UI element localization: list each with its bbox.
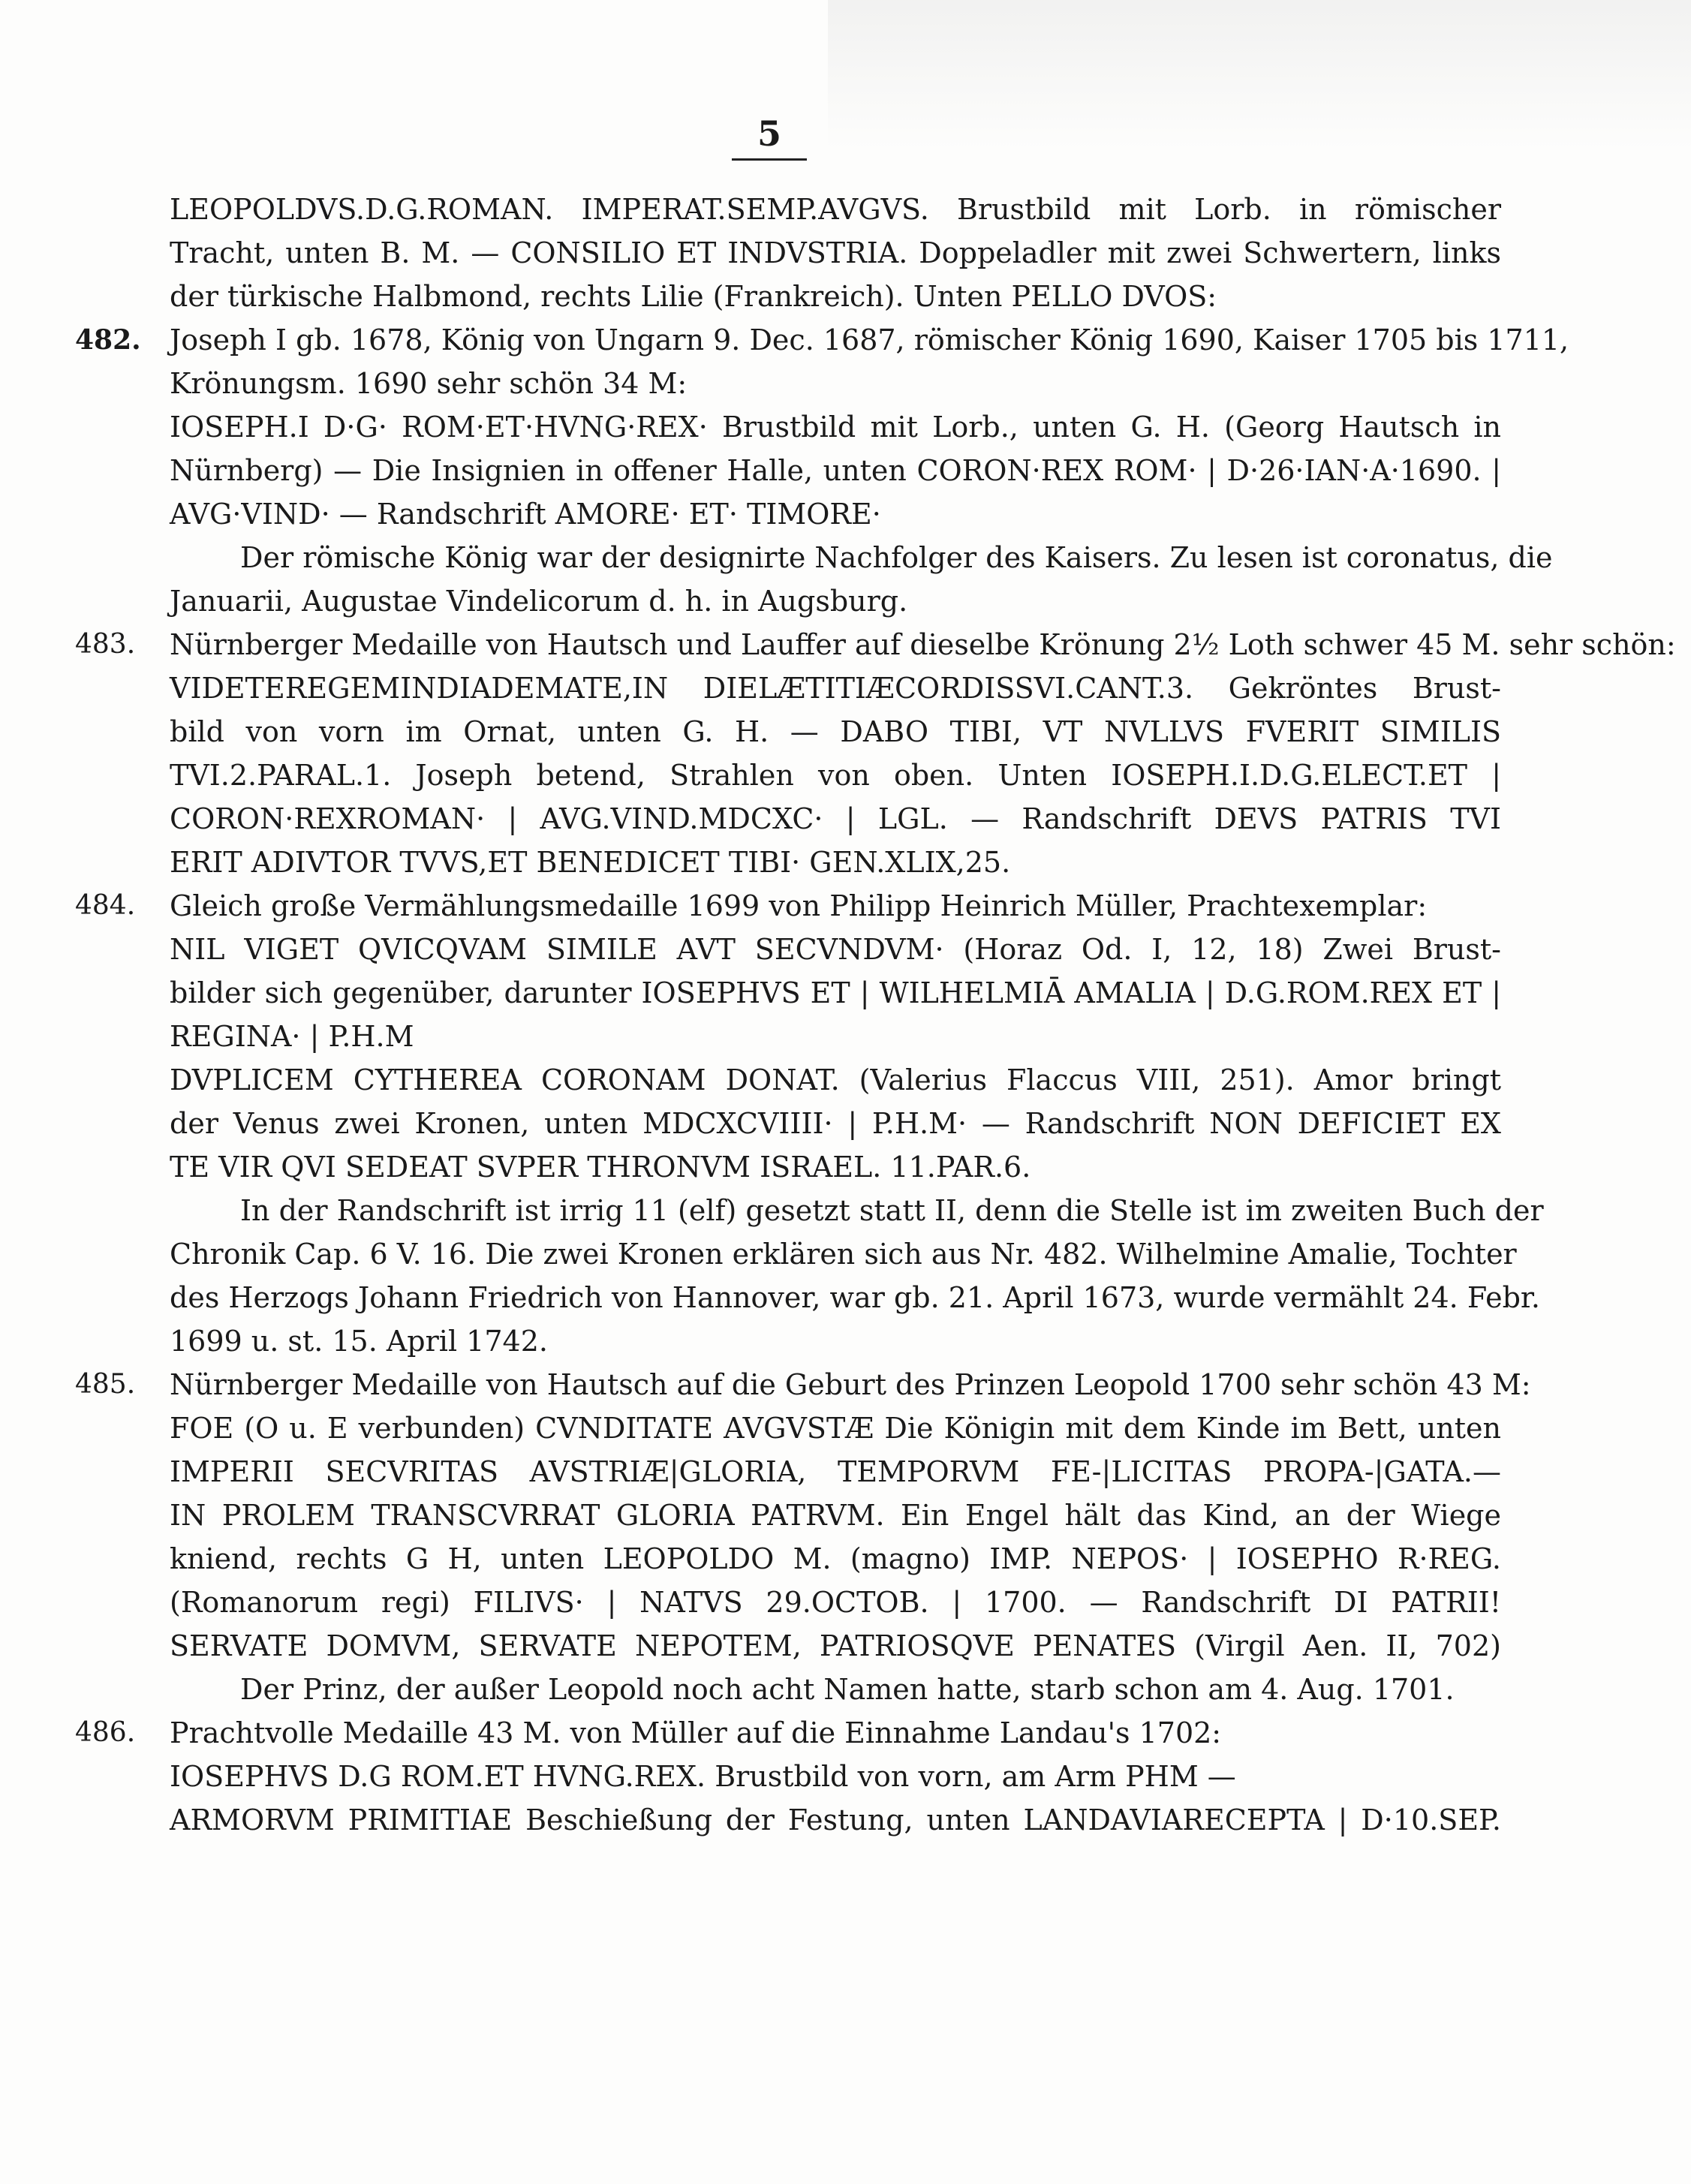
- text-line: [75, 710, 1501, 754]
- text-line: [75, 231, 1501, 275]
- text-line: [75, 841, 1501, 884]
- text-line: [75, 1058, 1501, 1102]
- text-line: [75, 884, 1501, 928]
- text-line: [75, 1189, 1544, 1232]
- line-text: Joseph I gb. 1678, König von Ungarn 9. Dec. 1687, römischer König 1690, Kaiser 1705 bis 1711,: [170, 323, 1569, 356]
- text-line: [75, 492, 1501, 536]
- text-line: [75, 1624, 1501, 1668]
- catalog-text: [75, 188, 1676, 1842]
- text-line: [75, 1406, 1501, 1450]
- line-text: Januarii, Augustae Vindelicorum d. h. in Augsburg.: [170, 585, 908, 618]
- line-text: TE VIR QVI SEDEAT SVPER THRONVM ISRAEL. 11.PAR.6.: [170, 1151, 1031, 1184]
- entry-number: 484.: [75, 890, 136, 921]
- text-line: [75, 1450, 1501, 1494]
- line-text: FOE (O u. E verbunden) CVNDITATE AVGVSTÆ Die Königin mit dem Kinde im Bett, unten: [170, 1412, 1501, 1445]
- text-line: [75, 275, 1501, 318]
- text-line: [75, 797, 1501, 841]
- line-text: NIL VIGET QVICQVAM SIMILE AVT SECVNDVM· (Horaz Od. I, 12, 18) Zwei Brust-: [170, 933, 1501, 966]
- text-line: [75, 1711, 1501, 1755]
- text-line: [75, 666, 1501, 710]
- line-text: Der römische König war der designirte Nachfolger des Kaisers. Zu lesen ist coronatus, die: [240, 541, 1553, 574]
- line-text: des Herzogs Johann Friedrich von Hannover, war gb. 21. April 1673, wurde vermählt 24. Febr.: [170, 1281, 1540, 1314]
- text-line: [75, 754, 1501, 797]
- line-text: Prachtvolle Medaille 43 M. von Müller auf die Einnahme Landau's 1702:: [170, 1716, 1222, 1749]
- line-text: Krönungsm. 1690 sehr schön 34 M:: [170, 367, 688, 400]
- entry-number: 485.: [75, 1369, 136, 1400]
- text-line: [75, 1494, 1501, 1537]
- text-line: [75, 1319, 1501, 1363]
- text-line: [75, 1145, 1501, 1189]
- entry-number: 483.: [75, 629, 136, 660]
- text-line: [75, 1276, 1540, 1319]
- line-text: Nürnberg) — Die Insignien in offener Halle, unten CORON·REX ROM· | D·26·IAN·A·1690. |: [170, 454, 1501, 487]
- line-text: DVPLICEM CYTHEREA CORONAM DONAT. (Valerius Flaccus VIII, 251). Amor bringt: [170, 1063, 1501, 1097]
- paper-stain: [828, 0, 1691, 150]
- text-line: [75, 405, 1501, 449]
- text-line: [75, 579, 1501, 623]
- line-text: der Venus zwei Kronen, unten MDCXCVIIII· | P.H.M· — Randschrift NON DEFICIET EX: [170, 1107, 1501, 1140]
- text-line: [75, 1755, 1501, 1798]
- text-line: [75, 928, 1501, 971]
- text-line: [75, 1363, 1531, 1406]
- text-line: [75, 536, 1553, 579]
- line-text: IOSEPHVS D.G ROM.ET HVNG.REX. Brustbild von vorn, am Arm PHM —: [170, 1760, 1236, 1793]
- line-text: (Romanorum regi) FILIVS· | NATVS 29.OCTOB. | 1700. — Randschrift DI PATRII!: [170, 1586, 1501, 1619]
- line-text: SERVATE DOMVM, SERVATE NEPOTEM, PATRIOSQVE PENATES (Virgil Aen. II, 702): [170, 1629, 1501, 1662]
- text-line: [75, 1102, 1501, 1145]
- line-text: AVG·VIND· — Randschrift AMORE· ET· TIMORE·: [170, 498, 881, 531]
- line-text: Nürnberger Medaille von Hautsch und Lauffer auf dieselbe Krönung 2½ Loth schwer 45 M. sehr schön:: [170, 628, 1676, 661]
- line-text: bild von vorn im Ornat, unten G. H. — DABO TIBI, VT NVLLVS FVERIT SIMILIS: [170, 715, 1501, 748]
- page-number-rule: [732, 158, 807, 161]
- line-text: bilder sich gegenüber, darunter IOSEPHVS ET | WILHELMIĀ AMALIA | D.G.ROM.REX ET |: [170, 976, 1501, 1009]
- text-line: [75, 362, 1501, 405]
- line-text: ARMORVM PRIMITIAE Beschießung der Festung, unten LANDAVIARECEPTA | D·10.SEP.: [170, 1803, 1501, 1837]
- line-text: kniend, rechts G H, unten LEOPOLDO M. (magno) IMP. NEPOS· | IOSEPHO R·REG.: [170, 1542, 1501, 1575]
- text-line: [75, 318, 1569, 362]
- text-line: [75, 623, 1676, 666]
- text-line: [75, 1668, 1501, 1711]
- text-line: [75, 1581, 1501, 1624]
- line-text: Chronik Cap. 6 V. 16. Die zwei Kronen erklären sich aus Nr. 482. Wilhelmine Amalie, Tochter: [170, 1238, 1517, 1271]
- line-text: Tracht, unten B. M. — CONSILIO ET INDVSTRIA. Doppeladler mit zwei Schwertern, links: [170, 236, 1501, 269]
- line-text: REGINA· | P.H.M: [170, 1020, 414, 1053]
- line-text: Der Prinz, der außer Leopold noch acht Namen hatte, starb schon am 4. Aug. 1701.: [240, 1673, 1455, 1706]
- text-line: [75, 1015, 1501, 1058]
- page-number: 5: [757, 113, 781, 154]
- line-text: CORON·REXROMAN· | AVG.VIND.MDCXC· | LGL. — Randschrift DEVS PATRIS TVI: [170, 802, 1501, 835]
- line-text: In der Randschrift ist irrig 11 (elf) gesetzt statt II, denn die Stelle ist im zweiten Buch der: [240, 1194, 1544, 1227]
- text-line: [75, 971, 1501, 1015]
- text-line: [75, 188, 1501, 231]
- line-text: IOSEPH.I D·G· ROM·ET·HVNG·REX· Brustbild mit Lorb., unten G. H. (Georg Hautsch in: [170, 411, 1501, 444]
- entry-number: 486.: [75, 1717, 136, 1748]
- line-text: Nürnberger Medaille von Hautsch auf die Geburt des Prinzen Leopold 1700 sehr schön 43 M:: [170, 1368, 1531, 1401]
- entry-number: 482.: [75, 324, 141, 356]
- line-text: VIDETEREGEMINDIADEMATE,IN DIELÆTITIÆCORDISSVI.CANT.3. Gekröntes Brust-: [170, 672, 1501, 705]
- text-line: [75, 1232, 1517, 1276]
- text-line: [75, 449, 1501, 492]
- text-line: [75, 1537, 1501, 1581]
- line-text: der türkische Halbmond, rechts Lilie (Frankreich). Unten PELLO DVOS:: [170, 280, 1217, 313]
- line-text: 1699 u. st. 15. April 1742.: [170, 1325, 548, 1358]
- line-text: IN PROLEM TRANSCVRRAT GLORIA PATRVM. Ein Engel hält das Kind, an der Wiege: [170, 1499, 1501, 1532]
- text-line: [75, 1798, 1501, 1842]
- line-text: TVI.2.PARAL.1. Joseph betend, Strahlen von oben. Unten IOSEPH.I.D.G.ELECT.ET |: [170, 759, 1501, 792]
- line-text: LEOPOLDVS.D.G.ROMAN. IMPERAT.SEMP.AVGVS. Brustbild mit Lorb. in römischer: [170, 193, 1501, 226]
- line-text: IMPERII SECVRITAS AVSTRIÆ|GLORIA, TEMPORVM FE-|LICITAS PROPA-|GATA.—: [170, 1455, 1501, 1488]
- line-text: ERIT ADIVTOR TVVS,ET BENEDICET TIBI· GEN.XLIX,25.: [170, 846, 1011, 879]
- line-text: Gleich große Vermählungsmedaille 1699 von Philipp Heinrich Müller, Prachtexemplar:: [170, 889, 1428, 922]
